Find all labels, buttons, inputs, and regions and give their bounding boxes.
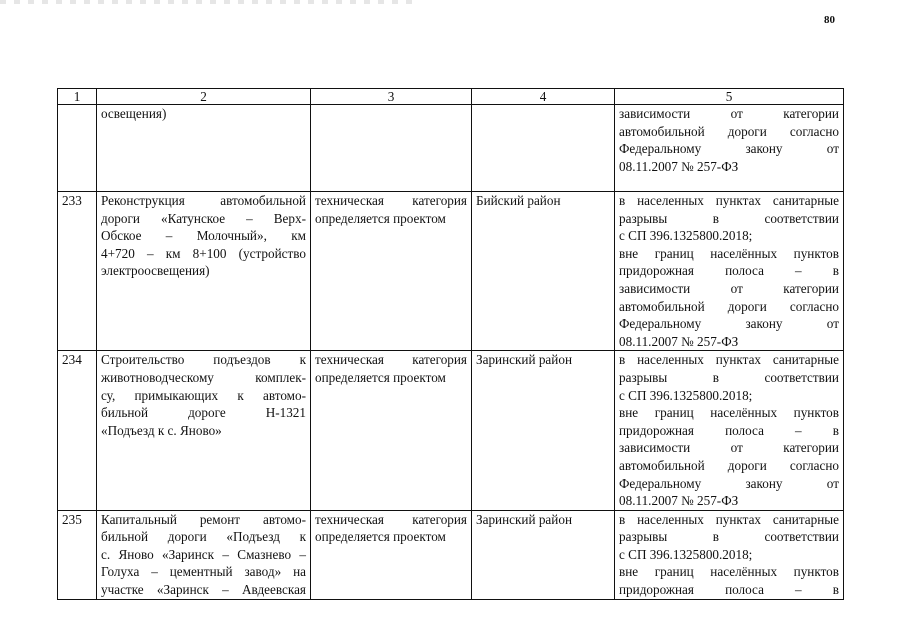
zone-line: зависимости от категории [619,106,839,121]
district-cell [472,105,615,192]
zone-cell [615,192,844,351]
category-line: техническая категория [315,193,467,208]
object-name-line: су, примыкающих к автомо- [101,387,306,403]
object-name-line: Голуха – цементный завод» на [101,564,306,580]
district-cell: Заринский район [472,351,615,510]
object-name-line: 4+720 – км 8+100 (устройство [101,245,306,261]
row-number-cell: 233 [58,192,97,351]
zone-line: с СП 396.1325800.2018; [619,228,753,244]
row-number-cell: 235 [58,510,97,599]
object-name-line: Реконструкция автомобильной [101,193,306,208]
page-number: 80 [824,14,835,26]
table-header-row [58,89,844,105]
zone-line: вне границ населённых пунктов [619,564,839,580]
object-name-line: электроосвещения) [101,263,210,279]
category-cell [311,192,472,351]
object-name-cell [97,351,311,510]
zone-line: 08.11.2007 № 257-ФЗ [619,158,739,174]
zone-cell [615,105,844,192]
header-col-1: 1 [58,89,97,105]
table-row [58,192,844,351]
object-name-line: Обское – Молочный», км [101,228,306,244]
object-name-line: освещения) [101,106,167,121]
district-cell: Заринский район [472,510,615,599]
header-col-4: 4 [472,89,615,105]
category-cell [311,510,472,599]
object-name-line: Капитальный ремонт автомо- [101,511,306,527]
zone-line: с СП 396.1325800.2018; [619,546,753,562]
zone-line: разрывы в соответствии [619,529,839,545]
zone-line: вне границ населённых пунктов [619,245,839,261]
zone-line: автомобильной дороги согласно [619,298,839,314]
zone-line: зависимости от категории [619,280,839,296]
zone-line: автомобильной дороги согласно [619,457,839,473]
table-row-continuation [58,105,844,192]
category-cell [311,351,472,510]
zone-line: вне границ населённых пунктов [619,405,839,421]
zone-line: зависимости от категории [619,440,839,456]
zone-line: Федеральному закону от [619,141,839,157]
zone-cell [615,510,844,599]
object-name-cell [97,192,311,351]
object-name-line: «Подъезд к с. Яново» [101,422,222,438]
category-cell [311,105,472,192]
zone-line: автомобильной дороги согласно [619,123,839,139]
zone-line: с СП 396.1325800.2018; [619,387,753,403]
object-name-cell [97,105,311,192]
district-cell: Бийский район [472,192,615,351]
object-name-line: животноводческому комплек- [101,369,306,385]
row-number-cell [58,105,97,192]
category-line: определяется проектом [315,369,446,385]
table-row [58,351,844,510]
object-name-line: бильной дороге Н-1321 [101,405,306,421]
zone-line: Федеральному закону от [619,316,839,332]
object-name-line: дороги «Катунское – Верх- [101,210,306,226]
object-name-line: бильной дороги «Подъезд к [101,529,306,545]
zone-line: в населенных пунктах санитарные [619,511,839,527]
scan-artifact [0,0,420,4]
object-name-line: с. Яново «Заринск – Смазнево – [101,546,306,562]
zone-line: придорожная полоса – в [619,582,839,598]
zone-line: Федеральному закону от [619,475,839,491]
category-line: определяется проектом [315,529,446,545]
object-name-line: участке «Заринск – Авдеевская [101,582,306,598]
table-row [58,510,844,599]
header-col-2: 2 [97,89,311,105]
zone-line: придорожная полоса – в [619,422,839,438]
category-line: техническая категория [315,352,467,368]
object-name-cell [97,510,311,599]
category-line: определяется проектом [315,210,446,226]
zone-cell [615,351,844,510]
zone-line: в населенных пунктах санитарные [619,352,839,368]
category-line: техническая категория [315,511,467,527]
zone-line: 08.11.2007 № 257-ФЗ [619,333,739,349]
object-name-line: Строительство подъездов к [101,352,306,368]
zone-line: в населенных пунктах санитарные [619,193,839,208]
zone-line: придорожная полоса – в [619,263,839,279]
zone-line: разрывы в соответствии [619,369,839,385]
zone-line: разрывы в соответствии [619,210,839,226]
row-number-cell: 234 [58,351,97,510]
objects-table [57,88,844,600]
zone-line: 08.11.2007 № 257-ФЗ [619,493,739,509]
header-col-5: 5 [615,89,844,105]
header-col-3: 3 [311,89,472,105]
